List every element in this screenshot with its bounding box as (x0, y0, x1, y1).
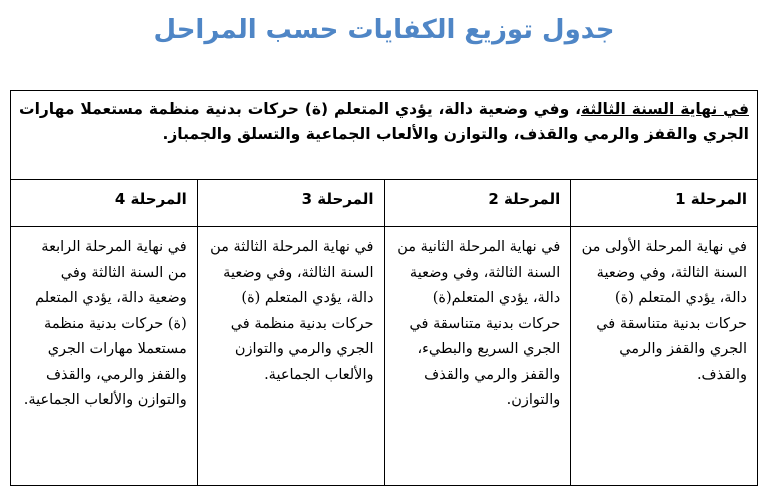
intro-rest-text: ، وفي وضعية دالة، يؤدي المتعلم (ة) حركات بدنية منظمة مستعملا مهارات الجري والقفز والرمي والقذف، والتوازن والألعاب الجماعية والتسلق والجمباز. (19, 100, 749, 143)
stage-3-header: المرحلة 3 (197, 180, 384, 227)
page-title: جدول توزيع الكفايات حسب المراحل (153, 15, 615, 45)
stage-2-header: المرحلة 2 (384, 180, 571, 227)
stage-4-text: في نهاية المرحلة الرابعة من السنة الثالثة وفي وضعية دالة، يؤدي المتعلم (ة) حركات بدنية منظمة مستعملا مهارات الجري والقفز والرمي، والقذف والتوازن والألعاب الجماعية. (11, 227, 198, 486)
intro-lead-text: في نهاية السنة الثالثة (580, 100, 749, 118)
intro-row (11, 91, 758, 180)
stage-header-row (11, 180, 758, 227)
stage-1-text: في نهاية المرحلة الأولى من السنة الثالثة، وفي وضعية دالة، يؤدي المتعلم (ة) حركات بدنية متناسقة في الجري والقفز والرمي والقذف. (571, 227, 758, 486)
intro-cell (11, 91, 758, 180)
stage-body-row (11, 227, 758, 486)
stage-2-text: في نهاية المرحلة الثانية من السنة الثالثة، وفي وضعية دالة، يؤدي المتعلم(ة) حركات بدنية متناسقة في الجري السريع والبطيء، والقفز والرمي والقذف والتوازن. (384, 227, 571, 486)
stage-3-text: في نهاية المرحلة الثالثة من السنة الثالثة، وفي وضعية دالة، يؤدي المتعلم (ة) حركات بدنية منظمة في الجري والرمي والتوازن والألعاب الجماعية. (197, 227, 384, 486)
stage-1-header: المرحلة 1 (571, 180, 758, 227)
stage-4-header: المرحلة 4 (11, 180, 198, 227)
competencies-table (10, 90, 758, 486)
